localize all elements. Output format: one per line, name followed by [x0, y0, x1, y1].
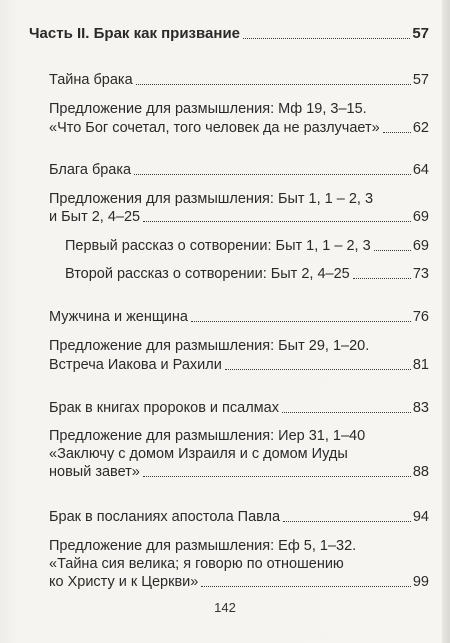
toc-entry-title: Встреча Иакова и Рахили [49, 357, 222, 373]
toc-page-number: 99 [412, 574, 429, 590]
toc-entry [49, 207, 429, 227]
toc-entry [49, 462, 429, 482]
dot-leader [243, 37, 410, 39]
toc-entry-title: новый завет» [49, 464, 140, 480]
toc-entry-title: Блага брака [49, 162, 132, 178]
dot-leader [191, 320, 411, 322]
toc-page-number: 76 [412, 309, 429, 325]
toc-entry-title: Брак в посланиях апостола Павла [49, 509, 281, 525]
toc-entry-line: Предложения для размышления: Быт 1, 1 – 2, 3 [49, 191, 374, 207]
toc-entry [49, 355, 429, 375]
dot-leader [283, 520, 411, 522]
page-number: 142 [214, 600, 236, 615]
toc-entry-title: Брак в книгах пророков и псалмах [49, 400, 279, 416]
toc-entry [49, 160, 429, 180]
dot-leader [282, 411, 411, 413]
toc-page-number: 57 [412, 72, 429, 88]
dot-leader [201, 585, 411, 587]
toc-entry-title: Второй рассказ о сотворении: Быт 2, 4–25 [65, 266, 350, 282]
toc-entry-title: «Что Бог сочетал, того человек да не разлучает» [49, 120, 380, 136]
page-gutter [442, 0, 450, 643]
toc-page-number: 81 [412, 357, 429, 373]
dot-leader [136, 83, 411, 85]
toc-page-number: 64 [412, 162, 429, 178]
toc-entry [49, 398, 429, 418]
toc-page-number: 69 [412, 209, 429, 225]
toc-entry-title: ко Христу и к Церкви» [49, 574, 199, 590]
toc-page-number: 62 [412, 120, 429, 136]
toc-entry-line: Предложение для размышления: Иер 31, 1–40 [49, 428, 366, 444]
dot-leader [134, 173, 411, 175]
toc-page-number: 88 [412, 464, 429, 480]
toc-entry-line: «Заключу с домом Израиля и с домом Иуды [49, 446, 348, 462]
toc-page-number: 57 [412, 25, 429, 42]
toc-part-title: Часть II. Брак как призвание [29, 25, 241, 42]
dot-leader [353, 277, 411, 279]
toc-entry [49, 118, 429, 138]
toc-page-number: 69 [412, 238, 429, 254]
toc-entry [49, 572, 429, 592]
toc-page-number: 73 [412, 266, 429, 282]
dot-leader [143, 220, 411, 222]
toc-entry-line: Предложение для размышления: Еф 5, 1–32. [49, 538, 357, 554]
toc-entry [49, 307, 429, 327]
toc-entry-line: Предложение для размышления: Мф 19, 3–15. [49, 101, 367, 117]
toc-entry-line: Предложение для размышления: Быт 29, 1–20. [49, 338, 370, 354]
toc-entry [49, 70, 429, 90]
dot-leader [383, 131, 411, 133]
dot-leader [225, 368, 411, 370]
toc-subentry [65, 236, 429, 256]
toc-subentry [65, 264, 429, 284]
toc-entry [49, 507, 429, 527]
toc-part-heading [29, 24, 429, 44]
toc-entry-title: и Быт 2, 4–25 [49, 209, 141, 225]
toc-entry-title: Тайна брака [49, 72, 133, 88]
dot-leader [143, 475, 411, 477]
toc-entry-line: «Тайна сия велика; я говорю по отношению [49, 556, 344, 572]
dot-leader [374, 249, 411, 251]
toc-entry-title: Мужчина и женщина [49, 309, 188, 325]
toc-page-number: 94 [412, 509, 429, 525]
toc-page-number: 83 [412, 400, 429, 416]
toc-entry-title: Первый рассказ о сотворении: Быт 1, 1 – 2, 3 [65, 238, 371, 254]
